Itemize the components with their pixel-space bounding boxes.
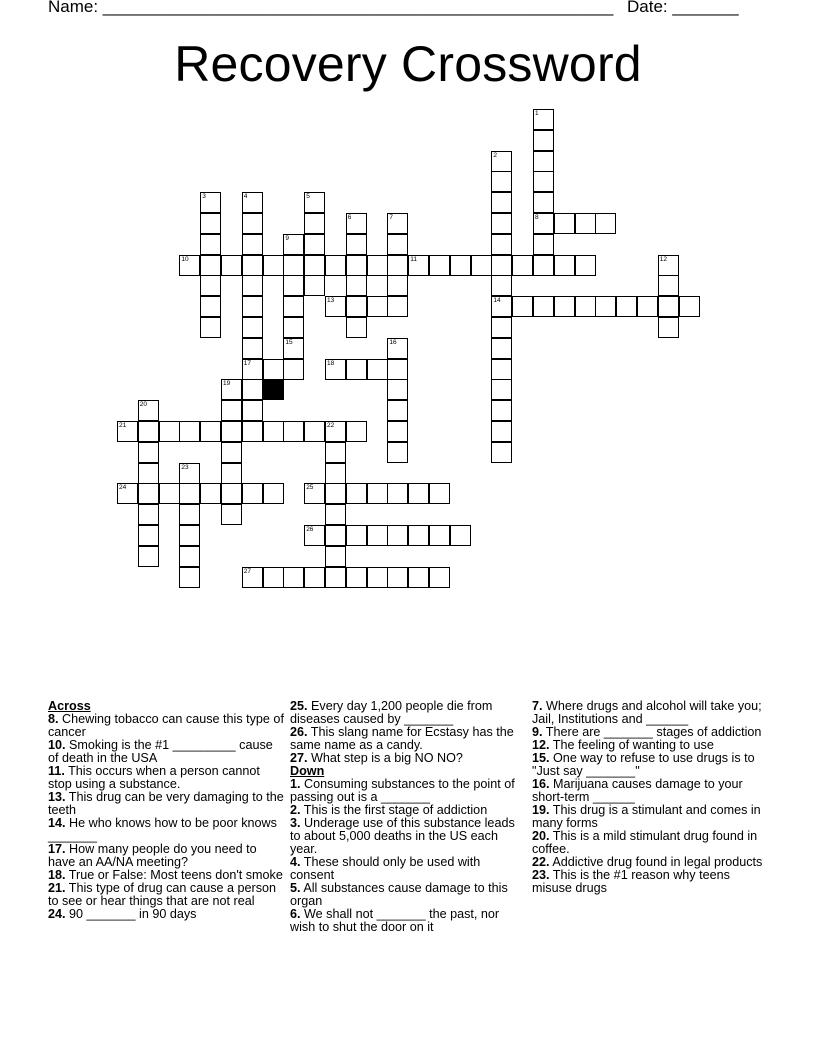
grid-cell[interactable]	[221, 483, 242, 504]
clue-item	[290, 817, 526, 856]
grid-cell[interactable]	[387, 400, 408, 421]
clue-number: 23	[181, 463, 189, 471]
grid-cell[interactable]	[491, 379, 512, 400]
grid-cell[interactable]	[346, 525, 367, 546]
clue-item-text: Where drugs and alcohol will take you; Jail, Institutions and ______	[532, 699, 762, 726]
grid-cell[interactable]	[179, 504, 200, 525]
date-field-label: Date: _______	[627, 0, 739, 16]
grid-cell[interactable]	[387, 234, 408, 255]
clue-item	[532, 804, 768, 830]
clue-item-text: Addictive drug found in legal products	[552, 855, 763, 869]
grid-cell[interactable]	[200, 296, 221, 317]
grid-cell[interactable]	[346, 359, 367, 380]
grid-cell[interactable]	[138, 463, 159, 484]
grid-cell[interactable]	[138, 504, 159, 525]
clue-item-text: This drug is a stimulant and comes in many forms	[532, 803, 761, 830]
grid-cell[interactable]	[283, 234, 304, 255]
grid-cell[interactable]	[221, 504, 242, 525]
grid-cell[interactable]	[491, 338, 512, 359]
grid-cell[interactable]	[325, 483, 346, 504]
grid-cell[interactable]	[346, 421, 367, 442]
grid-cell[interactable]	[491, 234, 512, 255]
grid-cell[interactable]	[263, 359, 284, 380]
grid-cell[interactable]	[429, 525, 450, 546]
grid-cell[interactable]	[179, 546, 200, 567]
clue-item-text: The feeling of wanting to use	[552, 738, 714, 752]
clue-item	[290, 726, 526, 752]
grid-cell[interactable]	[138, 546, 159, 567]
clue-item	[48, 765, 284, 791]
grid-cell[interactable]	[512, 296, 533, 317]
clue-item-text: These should only be used with consent	[290, 855, 481, 882]
clue-number: 3	[202, 193, 206, 201]
clue-number: 9	[285, 234, 290, 242]
clue-number: 5	[306, 193, 310, 201]
clue-number: 21	[119, 422, 127, 429]
grid-cell[interactable]	[283, 421, 304, 442]
grid-cell[interactable]	[221, 421, 242, 442]
grid-cell[interactable]	[221, 442, 242, 463]
grid-cell[interactable]	[117, 483, 138, 504]
clue-item-text: What step is a big NO NO?	[311, 751, 463, 765]
grid-cell[interactable]	[179, 525, 200, 546]
grid-cell[interactable]	[387, 275, 408, 296]
grid-cell[interactable]	[242, 379, 263, 400]
grid-cell[interactable]	[367, 525, 388, 546]
grid-cell[interactable]	[575, 213, 596, 234]
clue-number: 7	[389, 214, 394, 221]
clue-item-number: 25.	[290, 699, 308, 713]
clue-number: 26	[306, 526, 314, 533]
grid-cell[interactable]	[346, 296, 367, 317]
clue-item-text: This drug can be very damaging to the teeth	[48, 790, 284, 817]
grid-cell[interactable]	[304, 255, 325, 276]
clue-number: 18	[327, 359, 335, 367]
clue-number: 25	[306, 484, 314, 492]
grid-cell[interactable]	[575, 255, 596, 276]
grid-cell[interactable]	[429, 483, 450, 504]
grid-cell[interactable]	[387, 338, 408, 359]
clue-item-text: Every day 1,200 people die from diseases caused by _______	[290, 699, 493, 726]
clue-item	[48, 882, 284, 908]
grid-cell[interactable]	[450, 255, 471, 276]
clue-item-number: 1.	[290, 777, 301, 791]
clue-item	[48, 713, 284, 739]
grid-cell[interactable]	[325, 296, 346, 317]
clue-item	[48, 817, 284, 843]
grid-cell[interactable]	[679, 296, 700, 317]
grid-cell[interactable]	[304, 275, 325, 296]
grid-cell[interactable]	[325, 504, 346, 525]
grid-cell[interactable]	[179, 421, 200, 442]
clue-item-text: This type of drug can cause a person to see or hear things that are not real	[48, 881, 277, 908]
grid-cell[interactable]	[595, 213, 616, 234]
clue-item-number: 3.	[290, 816, 301, 830]
clue-item-text: Consuming substances to the point of passing out is a _______	[290, 777, 515, 804]
grid-cell[interactable]	[283, 317, 304, 338]
grid-cell[interactable]	[179, 255, 200, 276]
grid-cell[interactable]	[554, 255, 575, 276]
grid-cell[interactable]	[159, 483, 180, 504]
clue-number: 19	[223, 380, 231, 388]
grid-cell[interactable]	[283, 255, 304, 276]
clue-item	[290, 778, 526, 804]
grid-cell[interactable]	[387, 483, 408, 504]
grid-cell[interactable]	[616, 296, 637, 317]
grid-cell[interactable]	[387, 255, 408, 276]
grid-cell[interactable]	[637, 296, 658, 317]
clue-item-text: There are _______ stages of addiction	[545, 725, 762, 739]
grid-cell[interactable]	[533, 109, 554, 130]
grid-cell[interactable]	[325, 359, 346, 380]
clue-item-number: 23.	[532, 868, 550, 882]
grid-cell[interactable]	[263, 421, 284, 442]
clue-item-number: 17.	[48, 842, 66, 856]
grid-cell[interactable]	[491, 151, 512, 172]
grid-cell[interactable]	[346, 567, 367, 588]
grid-cell[interactable]	[200, 317, 221, 338]
grid-cell[interactable]	[242, 275, 263, 296]
clue-item-text: 90 _______ in 90 days	[69, 907, 197, 921]
page-title: Recovery Crossword	[174, 36, 642, 92]
grid-cell[interactable]	[304, 567, 325, 588]
grid-cell[interactable]	[533, 255, 554, 276]
grid-cell[interactable]	[367, 296, 388, 317]
grid-cell[interactable]	[325, 421, 346, 442]
grid-cell[interactable]	[346, 234, 367, 255]
grid-cell[interactable]	[491, 317, 512, 338]
clue-item-number: 8.	[48, 712, 59, 726]
clue-item-number: 5.	[290, 881, 301, 895]
clue-item-text: This occurs when a person cannot stop using a substance.	[48, 764, 260, 791]
grid-cell[interactable]	[117, 421, 138, 442]
grid-cell[interactable]	[304, 213, 325, 234]
grid-cell[interactable]	[200, 255, 221, 276]
clue-item-number: 18.	[48, 868, 66, 882]
clue-item	[48, 791, 284, 817]
grid-cell[interactable]	[471, 255, 492, 276]
clue-number: 14	[493, 297, 501, 305]
grid-cell[interactable]	[138, 442, 159, 463]
clue-number: 12	[659, 255, 668, 263]
clue-item	[532, 778, 768, 804]
clue-item-number: 2.	[290, 803, 301, 817]
grid-cell[interactable]	[242, 483, 263, 504]
grid-cell[interactable]	[242, 296, 263, 317]
clue-item-number: 14.	[48, 816, 66, 830]
grid-cell[interactable]	[491, 171, 512, 192]
clue-item-text: This is the #1 reason why teens misuse drugs	[532, 868, 730, 895]
grid-cell[interactable]	[263, 255, 284, 276]
grid-cell[interactable]	[533, 130, 554, 151]
grid-cell[interactable]	[450, 525, 471, 546]
grid-cell[interactable]	[304, 483, 325, 504]
grid-cell[interactable]	[533, 151, 554, 172]
grid-cell[interactable]	[325, 255, 346, 276]
grid-cell[interactable]	[533, 171, 554, 192]
grid-cell[interactable]	[138, 421, 159, 442]
grid-cell[interactable]	[595, 296, 616, 317]
grid-cell[interactable]	[200, 275, 221, 296]
clue-item-number: 4.	[290, 855, 301, 869]
clue-item	[532, 700, 768, 726]
grid-cell[interactable]	[179, 567, 200, 588]
grid-cell[interactable]	[554, 296, 575, 317]
clue-number: 22	[327, 422, 335, 429]
grid-cell[interactable]	[387, 421, 408, 442]
name-field-label: Name: ______________________________________________________	[48, 0, 614, 16]
grid-cell[interactable]	[263, 483, 284, 504]
grid-cell[interactable]	[221, 463, 242, 484]
grid-cell[interactable]	[325, 442, 346, 463]
grid-cell[interactable]	[346, 213, 367, 234]
grid-cell[interactable]	[533, 234, 554, 255]
grid-cell[interactable]	[325, 463, 346, 484]
clue-item-number: 12.	[532, 738, 550, 752]
grid-cell[interactable]	[242, 567, 263, 588]
grid-cell[interactable]	[408, 567, 429, 588]
grid-cell[interactable]	[387, 359, 408, 380]
clue-number: 4	[243, 193, 248, 201]
grid-cell[interactable]	[658, 317, 679, 338]
clue-item	[48, 843, 284, 869]
grid-cell[interactable]	[200, 421, 221, 442]
grid-cell[interactable]	[283, 296, 304, 317]
grid-cell[interactable]	[408, 255, 429, 276]
clue-item-number: 27.	[290, 751, 308, 765]
grid-cell[interactable]	[304, 421, 325, 442]
grid-cell[interactable]	[304, 192, 325, 213]
clue-number: 27	[243, 567, 252, 575]
grid-cell[interactable]	[159, 421, 180, 442]
grid-cell[interactable]	[387, 442, 408, 463]
clue-item	[48, 908, 284, 921]
grid-cell[interactable]	[491, 275, 512, 296]
grid-cell[interactable]	[221, 379, 242, 400]
clue-item-text: Smoking is the #1 _________ cause of death in the USA	[48, 738, 273, 765]
grid-cell[interactable]	[554, 213, 575, 234]
clue-item-number: 26.	[290, 725, 308, 739]
grid-cell[interactable]	[533, 213, 554, 234]
grid-cell[interactable]	[325, 567, 346, 588]
grid-cell[interactable]	[346, 483, 367, 504]
clue-item	[532, 830, 768, 856]
grid-cell[interactable]	[658, 255, 679, 276]
grid-cell[interactable]	[138, 483, 159, 504]
grid-cell[interactable]	[658, 296, 679, 317]
clue-item-text: This is a mild stimulant drug found in coffee.	[532, 829, 758, 856]
clue-number: 16	[389, 338, 397, 346]
clue-item	[532, 869, 768, 895]
black-square	[263, 379, 284, 400]
clue-item	[290, 700, 526, 726]
grid-cell[interactable]	[325, 525, 346, 546]
grid-cell[interactable]	[263, 567, 284, 588]
clue-number: 8	[535, 214, 539, 221]
grid-cell[interactable]	[242, 192, 263, 213]
clue-number: 2	[493, 151, 498, 159]
grid-cell[interactable]	[491, 192, 512, 213]
clue-item	[532, 752, 768, 778]
grid-cell[interactable]	[221, 255, 242, 276]
clue-item-text: We shall not _______ the past, nor wish to shut the door on it	[290, 907, 500, 934]
clue-item	[290, 908, 526, 934]
grid-cell[interactable]	[242, 338, 263, 359]
clue-item-text: How many people do you need to have an AA/NA meeting?	[48, 842, 257, 869]
clue-item-number: 13.	[48, 790, 66, 804]
grid-cell[interactable]	[304, 234, 325, 255]
grid-cell[interactable]	[408, 525, 429, 546]
grid-cell[interactable]	[179, 463, 200, 484]
grid-cell[interactable]	[346, 317, 367, 338]
clue-item-text: Underage use of this substance leads to about 5,000 deaths in the US each year.	[290, 816, 515, 856]
clue-item	[48, 739, 284, 765]
grid-cell[interactable]	[387, 525, 408, 546]
grid-cell[interactable]	[200, 483, 221, 504]
clue-item-number: 21.	[48, 881, 66, 895]
grid-cell[interactable]	[242, 359, 263, 380]
grid-cell[interactable]	[491, 421, 512, 442]
grid-cell[interactable]	[304, 525, 325, 546]
clues-column-1	[48, 700, 284, 921]
grid-cell[interactable]	[200, 213, 221, 234]
grid-cell[interactable]	[658, 275, 679, 296]
clue-number: 17	[243, 359, 252, 367]
grid-cell[interactable]	[367, 359, 388, 380]
grid-cell[interactable]	[283, 338, 304, 359]
grid-cell[interactable]	[346, 255, 367, 276]
grid-cell[interactable]	[491, 255, 512, 276]
grid-cell[interactable]	[242, 400, 263, 421]
clue-item-number: 6.	[290, 907, 301, 921]
grid-cell[interactable]	[491, 359, 512, 380]
grid-cell[interactable]	[242, 255, 263, 276]
clue-item-number: 9.	[532, 725, 543, 739]
grid-cell[interactable]	[200, 234, 221, 255]
clue-item-text: True or False: Most teens don't smoke	[68, 868, 283, 882]
clue-number: 6	[347, 214, 352, 221]
grid-cell[interactable]	[512, 255, 533, 276]
clue-item-number: 24.	[48, 907, 66, 921]
clue-number: 13	[327, 297, 335, 305]
grid-cell[interactable]	[325, 546, 346, 567]
clue-item	[290, 882, 526, 908]
section-heading: Down	[290, 764, 325, 778]
clue-item-text: He who knows how to be poor knows _______	[48, 816, 277, 843]
clue-item	[290, 752, 526, 765]
grid-cell[interactable]	[283, 359, 304, 380]
clue-item-text: One way to refuse to use drugs is to "Just say _______"	[532, 751, 755, 778]
grid-cell[interactable]	[575, 296, 596, 317]
clue-item-text: Marijuana causes damage to your short-term ______	[532, 777, 743, 804]
grid-cell[interactable]	[429, 255, 450, 276]
grid-cell[interactable]	[491, 296, 512, 317]
clue-item-text: This is the first stage of addiction	[303, 803, 488, 817]
grid-cell[interactable]	[242, 421, 263, 442]
grid-cell[interactable]	[200, 192, 221, 213]
clue-number: 11	[410, 255, 417, 263]
clues-column-2	[290, 700, 526, 934]
grid-cell[interactable]	[387, 213, 408, 234]
clue-number: 1	[535, 110, 539, 117]
clue-item-number: 11.	[48, 764, 65, 778]
clue-item-number: 7.	[532, 699, 543, 713]
grid-cell[interactable]	[387, 296, 408, 317]
clue-number: 15	[285, 338, 293, 346]
grid-cell[interactable]	[242, 213, 263, 234]
grid-cell[interactable]	[408, 483, 429, 504]
clue-number: 24	[119, 484, 127, 492]
clue-item-number: 10.	[48, 738, 66, 752]
section-heading: Across	[48, 699, 91, 713]
grid-cell[interactable]	[221, 400, 242, 421]
grid-cell[interactable]	[242, 317, 263, 338]
clue-number: 20	[139, 401, 148, 409]
grid-cell[interactable]	[367, 483, 388, 504]
grid-cell[interactable]	[283, 567, 304, 588]
clue-item-text: Chewing tobacco can cause this type of cancer	[48, 712, 284, 739]
clues-column-3	[532, 700, 768, 895]
grid-cell[interactable]	[138, 525, 159, 546]
grid-cell[interactable]	[429, 567, 450, 588]
clue-number: 10	[181, 255, 189, 263]
grid-cell[interactable]	[533, 192, 554, 213]
grid-cell[interactable]	[346, 275, 367, 296]
clue-item	[290, 856, 526, 882]
grid-cell[interactable]	[387, 379, 408, 400]
grid-cell[interactable]	[179, 483, 200, 504]
grid-cell[interactable]	[491, 213, 512, 234]
clue-item-number: 19.	[532, 803, 550, 817]
grid-cell[interactable]	[491, 442, 512, 463]
clue-item-number: 22.	[532, 855, 550, 869]
clue-item-text: All substances cause damage to this organ	[290, 881, 508, 908]
grid-cell[interactable]	[138, 400, 159, 421]
grid-cell[interactable]	[491, 400, 512, 421]
clue-item-number: 16.	[532, 777, 550, 791]
clue-item-number: 20.	[532, 829, 550, 843]
grid-cell[interactable]	[283, 275, 304, 296]
grid-cell[interactable]	[367, 255, 388, 276]
clue-item-text: This slang name for Ecstasy has the same name as a candy.	[290, 725, 514, 752]
grid-cell[interactable]	[242, 234, 263, 255]
clue-item-number: 15.	[532, 751, 550, 765]
grid-cell[interactable]	[387, 567, 408, 588]
grid-cell[interactable]	[533, 296, 554, 317]
grid-cell[interactable]	[367, 567, 388, 588]
